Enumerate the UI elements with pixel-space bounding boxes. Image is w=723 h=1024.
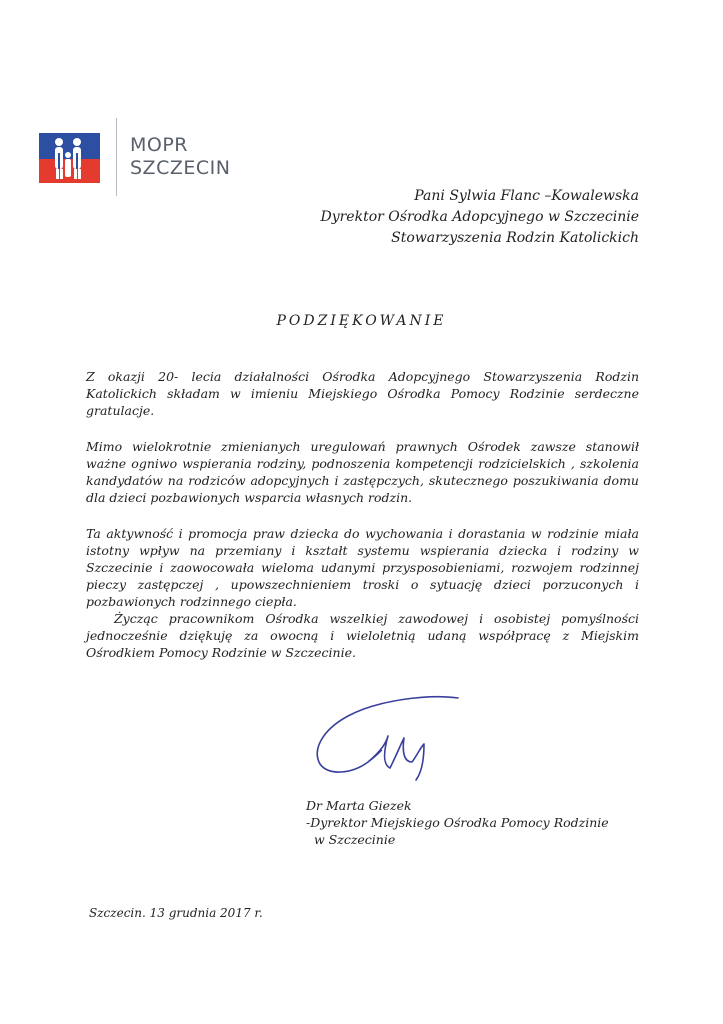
letter-body	[86, 368, 639, 661]
handwritten-signature	[308, 692, 468, 782]
paragraph-1: Z okazji 20- lecia działalności Ośrodka Adopcyjnego Stowarzyszenia Rodzin Katolickich składam w imieniu Miejskiego Ośrodka Pomocy Rodzinie serdeczne gratulacje.	[86, 369, 639, 418]
paragraph-2: Mimo wielokrotnie zmienianych uregulowań prawnych Ośrodek zawsze stanowił ważne ogniwo wspierania rodziny, podnoszenia kompetencji rodzicielskich , szkolenia kandydatów na rodziców adopcyjnych i zastępczych, skutecznego poszukiwania domu dla dzieci pozbawionych wsparcia własnych rodzin.	[86, 439, 639, 505]
logo-divider	[116, 118, 117, 196]
mopr-logo-icon	[39, 133, 100, 183]
signer-name: Dr Marta Giezek	[306, 798, 412, 813]
logo-line-2: SZCZECIN	[130, 157, 231, 179]
paragraph-4: Życząc pracownikom Ośrodka wszelkiej zawodowej i osobistej pomyślności jednocześnie dziękuję za owocną i wieloletnią udaną współpracę z Miejskim Ośrodkiem Pomocy Rodzinie w Szczecinie.	[86, 611, 639, 660]
signer-block	[306, 797, 609, 848]
paragraph-3: Ta aktywność i promocja praw dziecka do wychowania i dorastania w rodzinie miała istotny wpływ na przemiany i kształt systemu wspierania dziecka i rodziny w Szczecinie i zaowocowała wieloma udanymi przysposobieniami, rozwojem rodzinnej pieczy zastępczej , upowszechnieniem troski o sytuację dzieci porzuconych i pozbawionych rodzinnego ciepła.	[86, 526, 639, 609]
signer-city: w Szczecinie	[314, 832, 396, 847]
logo-line-1: MOPR	[130, 134, 189, 156]
letter-title: PODZIĘKOWANIE	[276, 313, 447, 329]
logo-text	[130, 134, 230, 180]
addressee-position: Dyrektor Ośrodka Adopcyjnego w Szczecinie	[320, 209, 639, 225]
addressee-name: Pani Sylwia Flanc –Kowalewska	[414, 188, 639, 204]
addressee-block	[320, 186, 639, 249]
addressee-organization: Stowarzyszenia Rodzin Katolickich	[391, 230, 639, 246]
letter-date: Szczecin. 13 grudnia 2017 r.	[89, 906, 263, 920]
signer-role: -Dyrektor Miejskiego Ośrodka Pomocy Rodzinie	[306, 815, 609, 830]
